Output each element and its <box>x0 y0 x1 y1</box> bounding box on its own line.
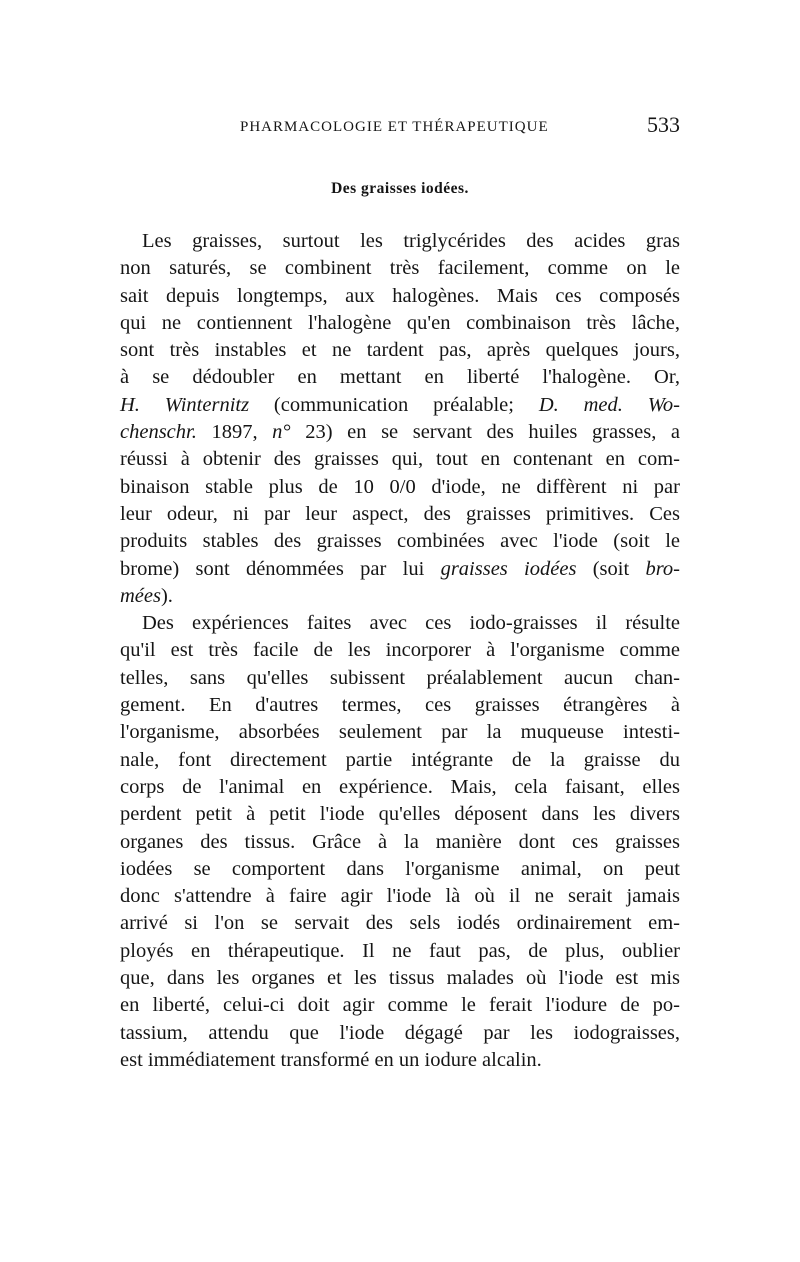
paragraph-2-line: donc s'attendre à faire agir l'iode là où il ne serait jamais <box>120 885 680 908</box>
paragraph-2-line: que, dans les organes et les tissus malades où l'iode est mis <box>120 967 680 990</box>
paragraph-1-line: binaison stable plus de 10 0/0 d'iode, ne diffèrent ni par <box>120 475 680 498</box>
line-text: (soit <box>576 557 646 580</box>
running-header <box>120 112 680 142</box>
paragraph-1-line: sait depuis longtemps, aux halogènes. Mais ces composés <box>120 284 680 307</box>
term-italic: mées <box>120 584 161 607</box>
line-text: ). <box>160 584 173 607</box>
paragraph-2-line: l'organisme, absorbées seulement par la muqueuse intesti- <box>120 721 680 744</box>
line-text: brome) sont dénommées par lui <box>120 557 441 580</box>
paragraph-1-line <box>120 583 680 610</box>
citation-text: 23) en se servant des huiles grasses, a <box>290 421 681 444</box>
paragraph-2-line: perdent petit à petit l'iode qu'elles déposent dans les divers <box>120 803 680 826</box>
paragraph-1-line: réussi à obtenir des graisses qui, tout en contenant en com- <box>120 448 680 471</box>
citation-text: (communication préalable; <box>249 393 539 416</box>
paragraph-1-line: leur odeur, ni par leur aspect, des graisses primitives. Ces <box>120 502 680 525</box>
paragraph-1-line <box>120 419 680 446</box>
citation-year: 1897, <box>196 421 273 444</box>
paragraph-1-line: sont très instables et ne tardent pas, après quelques jours, <box>120 339 680 362</box>
paragraph-2-line: organes des tissus. Grâce à la manière dont ces graisses <box>120 830 680 853</box>
paragraph-1-line: non saturés, se combinent très facilement, comme on le <box>120 257 680 280</box>
paragraph-1-line <box>120 556 680 583</box>
page-number: 533 <box>647 112 680 137</box>
paragraph-2-line: nale, font directement partie intégrante de la graisse du <box>120 748 680 771</box>
paragraph-2-line: arrivé si l'on se servait des sels iodés ordinairement em- <box>120 912 680 935</box>
journal-name-cont: chenschr. <box>120 421 197 444</box>
paragraph-1-line: produits stables des graisses combinées avec l'iode (soit le <box>120 530 680 553</box>
paragraph-2-line: gement. En d'autres termes, ces graisses étrangères à <box>120 694 680 717</box>
running-title: PHARMACOLOGIE ET THÉRAPEUTIQUE <box>240 119 549 135</box>
paragraph-2-line: est immédiatement transformé en un iodure alcalin. <box>120 1048 542 1071</box>
section-title: Des graisses iodées. <box>331 180 469 197</box>
citation-number-abbrev: n° <box>272 421 291 444</box>
paragraph-2-line: iodées se comportent dans l'organisme animal, on peut <box>120 857 680 880</box>
paragraph-1-line <box>120 392 680 419</box>
term-italic: graisses iodées <box>440 557 577 580</box>
term-italic: bro- <box>645 557 681 580</box>
paragraph-2-line: Des expériences faites avec ces iodo-graisses il résulte <box>142 612 680 635</box>
paragraph-1-line: qui ne contiennent l'halogène qu'en combinaison très lâche, <box>120 311 680 334</box>
paragraph-2-line: corps de l'animal en expérience. Mais, cela faisant, elles <box>120 775 680 798</box>
paragraph-1-line: Les graisses, surtout les triglycérides des acides gras <box>142 230 680 252</box>
paragraph-2-line: ployés en thérapeutique. Il ne faut pas, de plus, oublier <box>120 939 680 962</box>
paragraph-2-line: qu'il est très facile de les incorporer à l'organisme comme <box>120 639 680 662</box>
paragraph-2-line: en liberté, celui-ci doit agir comme le ferait l'iodure de po- <box>120 994 680 1017</box>
journal-name: D. med. Wo- <box>538 393 681 416</box>
paragraph-2-line: tassium, attendu que l'iode dégagé par les iodograisses, <box>120 1021 680 1044</box>
body-text <box>120 228 680 1074</box>
paragraph-1-line: à se dédoubler en mettant en liberté l'halogène. Or, <box>120 366 680 389</box>
author-name: H. Winternitz <box>120 393 250 416</box>
paragraph-2-line: telles, sans qu'elles subissent préalablement aucun chan- <box>120 666 680 689</box>
